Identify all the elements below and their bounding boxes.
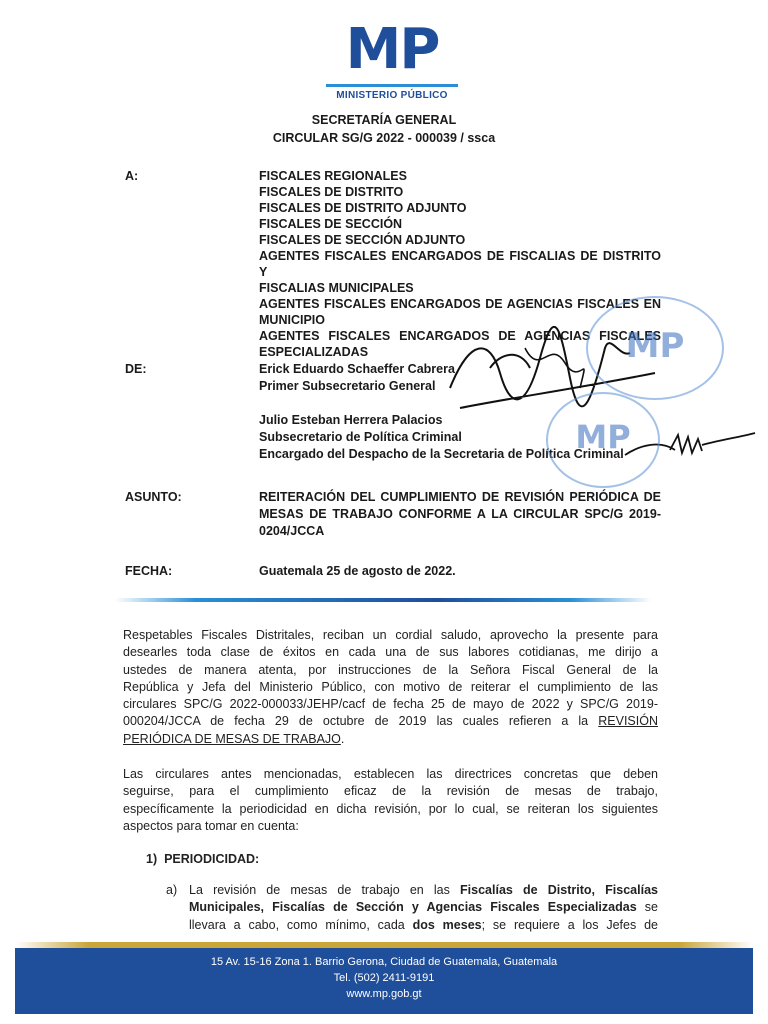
section-heading <box>146 851 346 868</box>
sender-name: Julio Esteban Herrera Palacios <box>259 413 443 427</box>
subject-block <box>259 489 661 540</box>
text-segment: La revisión de mesas de trabajo en las <box>189 883 461 897</box>
bold-text: Municipales, Fiscalías de Sección y Agencias Fiscales Especializadas <box>189 900 637 915</box>
recipient-line: FISCALIAS MUNICIPALES <box>259 281 414 295</box>
bold-text: dos meses <box>412 917 482 932</box>
subject-line: MESAS DE TRABAJO CONFORME A LA CIRCULAR SPC/G 2019- <box>259 507 661 521</box>
logo-name: MINISTERIO PÚBLICO <box>336 90 448 101</box>
circular-number: CIRCULAR SG/G 2022 - 000039 / ssca <box>272 131 496 145</box>
section-divider <box>115 598 651 602</box>
text-line: desearles toda clase de éxitos en cada una de sus labores cotidianas, me dirijo a <box>123 645 658 660</box>
text-line: seguirse, para el cumplimiento eficaz de la revisión de mesas de trabajo, <box>123 784 658 799</box>
underlined-text: PERIÓDICA DE MESAS DE TRABAJO <box>123 731 341 746</box>
sender-title: Primer Subsecretario General <box>259 379 436 393</box>
section-title: PERIODICIDAD: <box>164 852 260 866</box>
paragraph-1 <box>123 627 658 748</box>
text-line <box>123 731 658 748</box>
subject-label: ASUNTO: <box>125 490 182 504</box>
recipient-line: FISCALES DE DISTRITO <box>259 185 404 199</box>
text-segment: 000204/JCCA de fecha 29 de octubre de 2019 las cuales refieren a la <box>123 714 589 729</box>
recipient-line: AGENTES FISCALES ENCARGADOS DE AGENCIAS FISCALES EN <box>259 297 661 311</box>
footer-phone: Tel. (502) 2411-9191 <box>333 972 435 984</box>
official-stamp <box>546 392 660 488</box>
from-label: DE: <box>125 362 147 376</box>
text-line: circulares SPC/G 2022-000033/JEHP/cacf de fecha 25 de mayo de 2022 y SPC/G 2019- <box>123 697 658 712</box>
recipient-line: FISCALES DE SECCIÓN ADJUNTO <box>259 233 466 247</box>
text-segment: llevara a cabo, como mínimo, cada <box>189 917 413 932</box>
text-segment: se <box>636 900 658 915</box>
official-stamp <box>586 296 724 400</box>
text-segment: . <box>340 731 345 746</box>
item-marker: a) <box>166 883 178 897</box>
section-number: 1) <box>146 852 158 866</box>
recipient-line: FISCALES REGIONALES <box>259 169 407 183</box>
text-line: aspectos para tomar en cuenta: <box>123 818 299 833</box>
text-line <box>189 899 658 916</box>
bold-text: Fiscalías de Distrito, Fiscalías <box>460 883 658 897</box>
text-line <box>189 917 658 934</box>
stamp-mark: MP <box>575 418 631 456</box>
item-a-text <box>189 882 658 934</box>
recipient-line: AGENTES FISCALES ENCARGADOS DE FISCALIAS DE DISTRITO Y <box>259 249 661 279</box>
office-title: SECRETARÍA GENERAL <box>311 113 457 127</box>
paragraph-2 <box>123 766 658 835</box>
ministerio-publico-logo <box>322 17 462 102</box>
logo-mark: MP <box>345 17 439 82</box>
recipient-line: AGENTES FISCALES ENCARGADOS DE AGENCIAS FISCALES <box>259 329 661 343</box>
sender-name: Erick Eduardo Schaeffer Cabrera <box>259 362 455 376</box>
text-line: Las circulares antes mencionadas, establecen las directrices concretas que deben <box>123 767 658 781</box>
logo-underline <box>326 84 458 87</box>
text-line <box>189 882 658 899</box>
text-line <box>123 713 658 730</box>
text-line: Respetables Fiscales Distritales, reciban un cordial saludo, aprovecho la presente para <box>123 628 658 642</box>
underlined-text: REVISIÓN <box>598 714 658 729</box>
text-line: República y Jefa del Ministerio Público, con motivo de reiterar el cumplimiento de las <box>123 679 658 694</box>
subject-line: REITERACIÓN DEL CUMPLIMIENTO DE REVISIÓN PERIÓDICA DE <box>259 490 661 504</box>
date-label: FECHA: <box>125 564 173 578</box>
footer <box>15 948 753 1014</box>
footer-website[interactable]: www.mp.gob.gt <box>346 988 422 1000</box>
recipient-line: MUNICIPIO <box>259 313 325 327</box>
stamp-mark: MP <box>625 326 685 366</box>
recipient-line: FISCALES DE DISTRITO ADJUNTO <box>259 201 467 215</box>
to-label: A: <box>125 169 139 183</box>
recipient-line: ESPECIALIZADAS <box>259 345 369 359</box>
footer-address: 15 Av. 15-16 Zona 1. Barrio Gerona, Ciudad de Guatemala, Guatemala <box>210 956 558 968</box>
text-line: específicamente la periodicidad en dicha revisión, por lo cual, se reiteran los siguientes <box>123 801 658 816</box>
date-value: Guatemala 25 de agosto de 2022. <box>259 564 456 578</box>
recipient-line: FISCALES DE SECCIÓN <box>259 217 403 231</box>
sender-title: Encargado del Despacho de la Secretaria de Política Criminal <box>259 447 624 461</box>
sender-title: Subsecretario de Política Criminal <box>259 430 462 444</box>
subject-line: 0204/JCCA <box>259 524 325 538</box>
text-segment: ; se requiere a los Jefes de <box>481 917 658 932</box>
text-line: ustedes de manera atenta, por instrucciones de la Señora Fiscal General de la <box>123 662 658 677</box>
